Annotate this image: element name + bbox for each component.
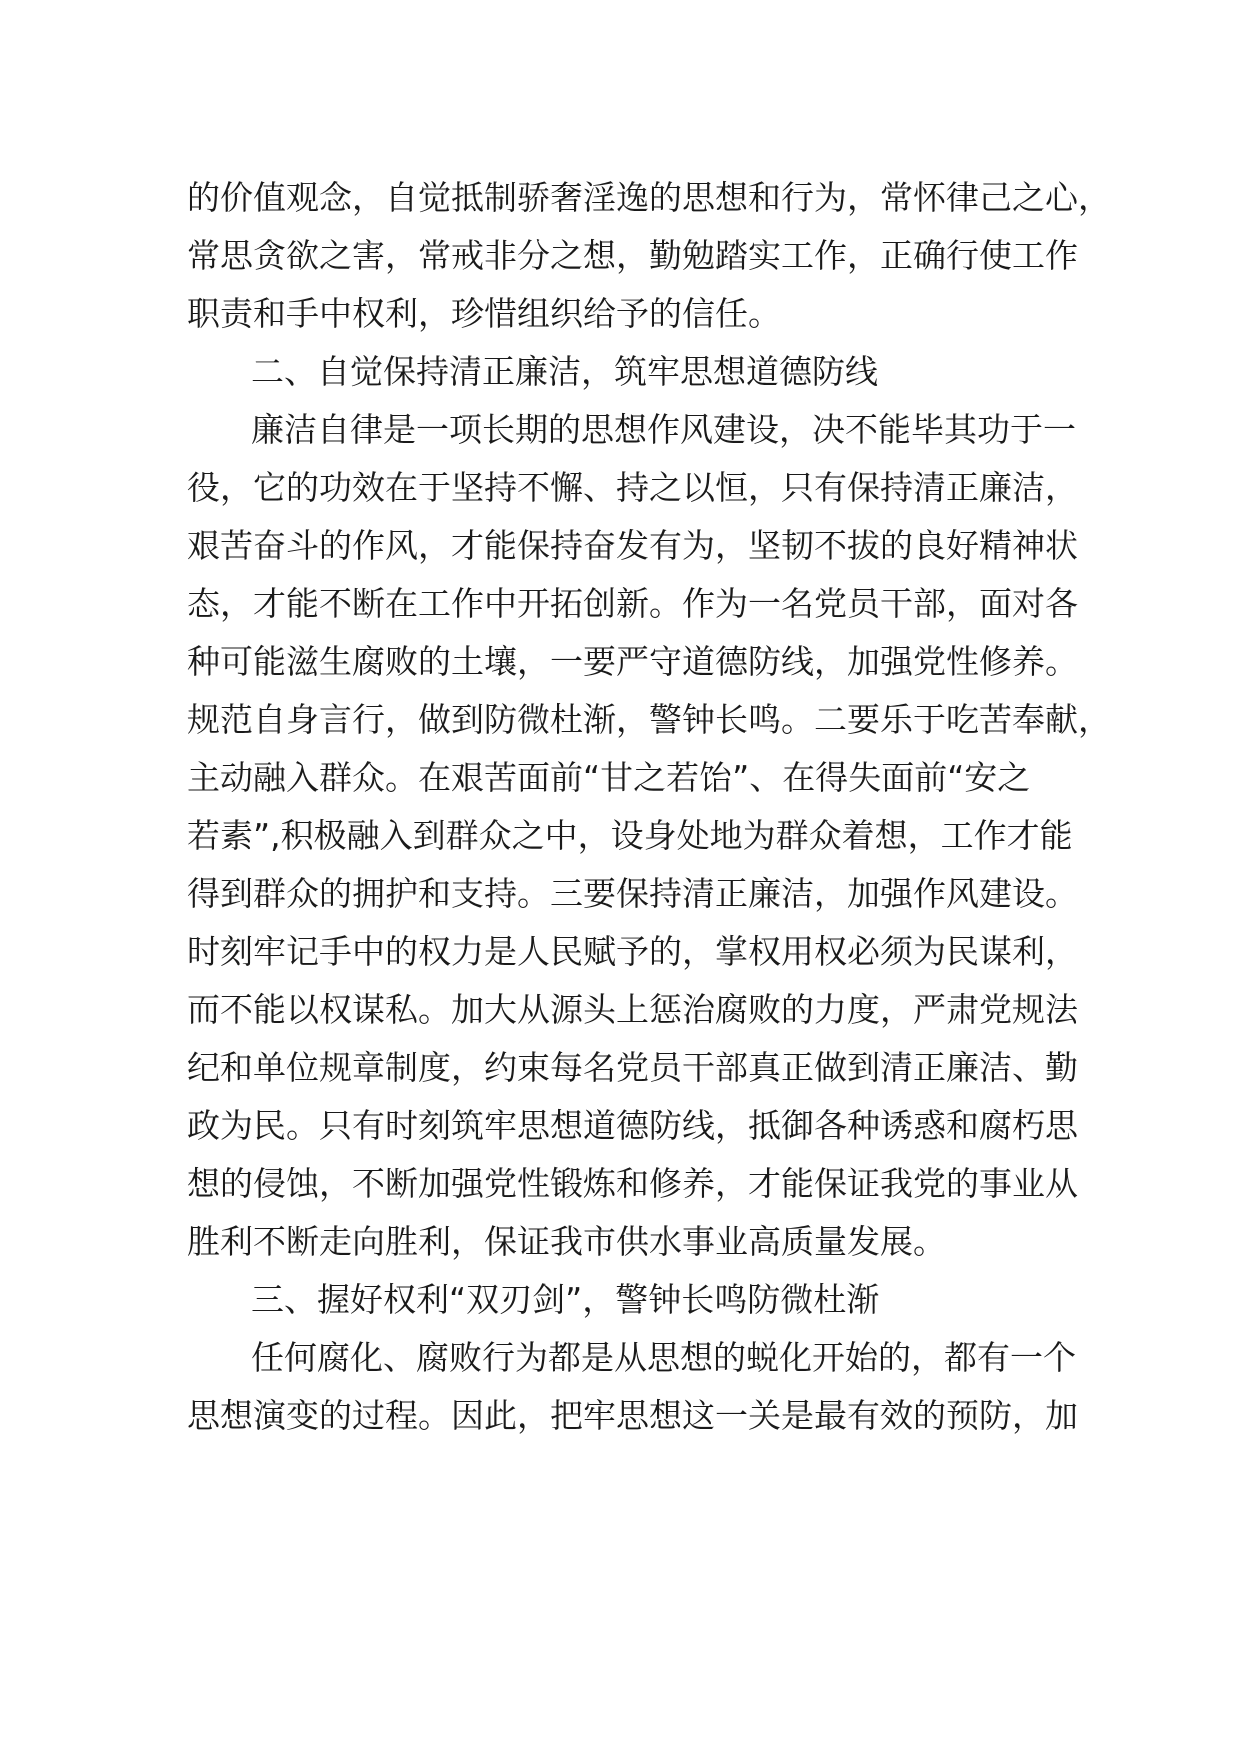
text-line-10: 规范自身言行，做到防微杜渐，警钟长鸣。二要乐于吃苦奉献， <box>187 700 1111 739</box>
text-line-6: 役，它的功效在于坚持不懈、持之以恒，只有保持清正廉洁， <box>187 468 1078 507</box>
text-line-22: 思想演变的过程。因此，把牢思想这一关是最有效的预防，加 <box>187 1396 1078 1435</box>
text-line-15: 而不能以权谋私。加大从源头上惩治腐败的力度，严肃党规法 <box>187 990 1078 1029</box>
text-line-1: 的价值观念，自觉抵制骄奢淫逸的思想和行为，常怀律己之心， <box>187 178 1111 217</box>
text-line-11: 主动融入群众。在艰苦面前“甘之若饴”、在得失面前“安之 <box>187 758 1031 797</box>
text-line-9: 种可能滋生腐败的土壤，一要严守道德防线，加强党性修养。 <box>187 642 1078 681</box>
text-line-2: 常思贪欲之害，常戒非分之想，勤勉踏实工作，正确行使工作 <box>187 236 1078 275</box>
text-line-8: 态，才能不断在工作中开拓创新。作为一名党员干部，面对各 <box>187 584 1078 623</box>
text-line-13: 得到群众的拥护和支持。三要保持清正廉洁，加强作风建设。 <box>187 874 1078 913</box>
section-heading-3: 三、握好权利“双刃剑”，警钟长鸣防微杜渐 <box>251 1280 880 1319</box>
text-line-17: 政为民。只有时刻筑牢思想道德防线，抵御各种诱惑和腐朽思 <box>187 1106 1078 1145</box>
text-line-7: 艰苦奋斗的作风，才能保持奋发有为，坚韧不拔的良好精神状 <box>187 526 1078 565</box>
text-line-16: 纪和单位规章制度，约束每名党员干部真正做到清正廉洁、勤 <box>187 1048 1078 1087</box>
text-line-5: 廉洁自律是一项长期的思想作风建设，决不能毕其功于一 <box>251 410 1076 449</box>
text-line-18: 想的侵蚀，不断加强党性锻炼和修养，才能保证我党的事业从 <box>187 1164 1078 1203</box>
text-line-3: 职责和手中权利，珍惜组织给予的信任。 <box>187 294 781 333</box>
text-line-14: 时刻牢记手中的权力是人民赋予的，掌权用权必须为民谋利， <box>187 932 1078 971</box>
text-line-12: 若素”,积极融入到群众之中，设身处地为群众着想，工作才能 <box>187 816 1073 855</box>
text-line-19: 胜利不断走向胜利，保证我市供水事业高质量发展。 <box>187 1222 946 1261</box>
text-line-21: 任何腐化、腐败行为都是从思想的蜕化开始的，都有一个 <box>251 1338 1076 1377</box>
section-heading-2: 二、自觉保持清正廉洁，筑牢思想道德防线 <box>251 352 878 391</box>
